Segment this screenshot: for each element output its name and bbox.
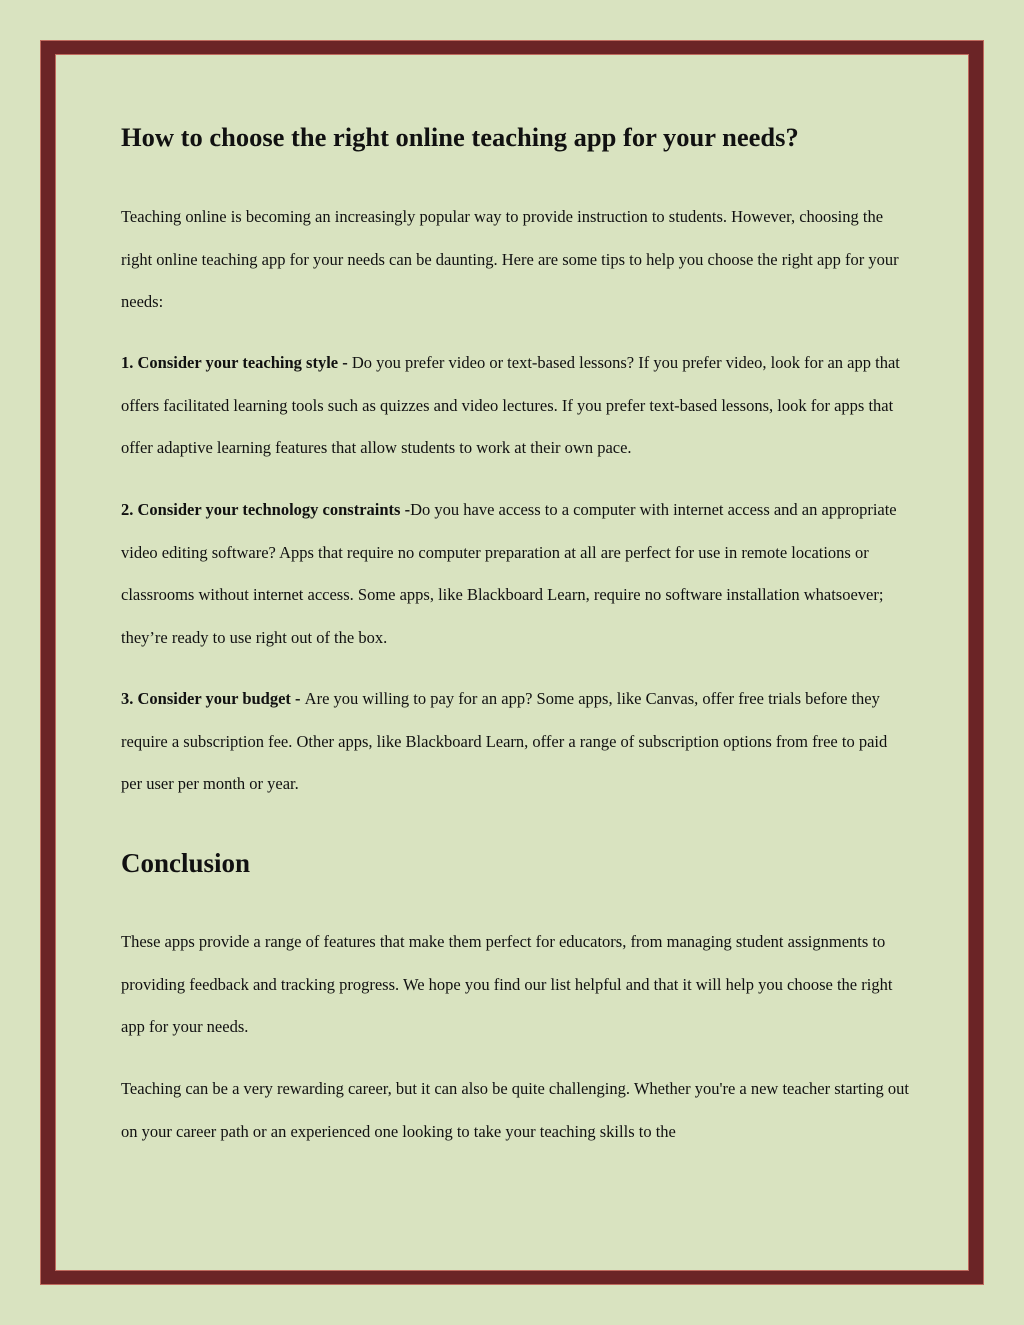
conclusion-paragraph: These apps provide a range of features that make them perfect for educators, from managing student assignments to providing feedback and tracking progress. We hope you find our list helpful and that it will help you choose the right app for your needs. (121, 932, 893, 1036)
tip-heading: 1. Consider your teaching style - (121, 353, 352, 372)
intro-paragraph: Teaching online is becoming an increasingly popular way to provide instruction to students. However, choosing the right online teaching app for your needs can be daunting. Here are some tips to help you choose the right app for your needs: (121, 207, 899, 311)
tip-body: Do you prefer video or text-based lessons? If you prefer video, look for an app that offers facilitated learning tools such as quizzes and video lectures. If you prefer text-based lessons, look for apps that offer adaptive learning features that allow students to work at their own pace. (121, 353, 900, 457)
tip-technology-constraints (121, 489, 911, 659)
tip-budget (121, 678, 911, 806)
tip-body: Are you willing to pay for an app? Some apps, like Canvas, offer free trials before they require a subscription fee. Other apps, like Blackboard Learn, offer a range of subscription options from free to paid per user per month or year. (121, 689, 888, 793)
closing-paragraph: Teaching can be a very rewarding career, but it can also be quite challenging. Whether you're a new teacher starting out on your career path or an experienced one looking to take your teaching skills to the (121, 1079, 909, 1141)
tip-heading: 2. Consider your technology constraints - (121, 500, 411, 519)
article-title: How to choose the right online teaching app for your needs? (121, 122, 799, 152)
tip-heading: 3. Consider your budget - (121, 689, 305, 708)
conclusion-heading: Conclusion (121, 848, 251, 878)
tip-body: Do you have access to a computer with internet access and an appropriate video editing software? Apps that require no computer preparation at all are perfect for use in remote locations or classrooms without internet access. Some apps, like Blackboard Learn, require no software installation whatsoever; they’re ready to use right out of the box. (121, 500, 897, 647)
tip-teaching-style (121, 342, 911, 470)
